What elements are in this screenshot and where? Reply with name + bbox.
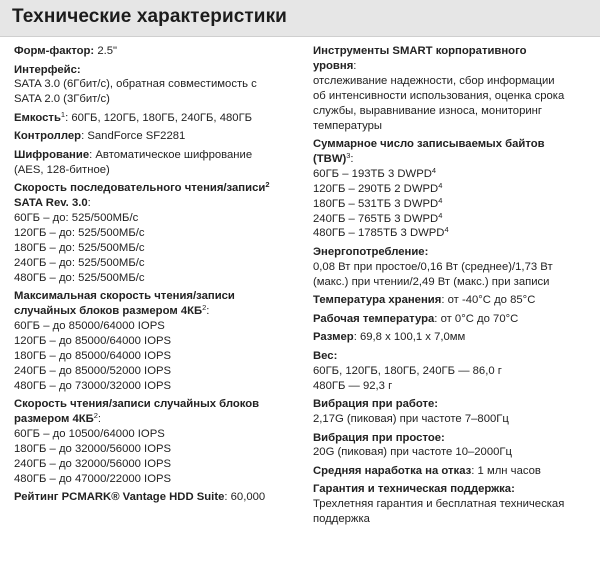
spec-controller <box>14 129 300 144</box>
spec-label: Гарантия и техническая поддержка: <box>313 483 515 496</box>
spec-value: : от -40°C до 85°C <box>441 294 536 307</box>
spec-capacity <box>14 111 300 126</box>
spec-label-suffix: : <box>350 152 354 165</box>
spec-value: : от 0°C до 70°C <box>434 312 519 325</box>
spec-sequential-speed <box>14 181 300 285</box>
spec-random-speed <box>14 397 300 486</box>
spec-label: размером 4КБ <box>14 413 94 425</box>
spec-value: 0,08 Вт при простое/0,16 Вт (среднее)/1,73 Вт <box>313 260 553 273</box>
spec-power <box>313 245 595 290</box>
list-item: 180ГБ – до 32000/56000 IOPS <box>14 442 172 455</box>
spec-value: поддержка <box>313 513 370 526</box>
footnote-marker: 4 <box>438 210 443 220</box>
spec-label: уровня <box>313 59 354 72</box>
list-item: 60ГБ – до: 525/500МБ/с <box>14 212 139 225</box>
list-item: 480ГБ – до 47000/22000 IOPS <box>14 472 172 485</box>
spec-label: Вибрация при работе: <box>313 398 439 411</box>
footnote-marker: 2 <box>265 180 270 190</box>
footnote-marker: 4 <box>444 225 449 235</box>
list-item: 240ГБ – до 85000/52000 IOPS <box>14 364 172 377</box>
spec-value: 20G (пиковая) при частоте 10–2000Гц <box>313 446 512 459</box>
tbw-row: 480ГБ – 1785ТБ 3 DWPD <box>313 227 445 240</box>
tbw-row: 180ГБ – 531ТБ 3 DWPD <box>313 197 439 210</box>
spec-label: Скорость чтения/записи случайных блоков <box>14 398 260 411</box>
tbw-row: 60ГБ – 193ТБ 3 DWPD <box>313 167 432 180</box>
tbw-row: 240ГБ – 765ТБ 3 DWPD <box>313 212 439 225</box>
spec-value: (макс.) при чтении/2,49 Вт (макс.) при записи <box>313 275 550 288</box>
spec-label: Рабочая температура <box>313 312 435 325</box>
list-item: 120ГБ – до: 525/500МБ/с <box>14 226 145 239</box>
spec-mtbf <box>313 464 595 479</box>
spec-warranty <box>313 482 595 527</box>
spec-encryption <box>14 148 300 178</box>
spec-value: (AES, 128-битное) <box>14 163 110 176</box>
list-item: 180ГБ – до: 525/500МБ/с <box>14 241 145 254</box>
spec-vibration-operating <box>313 397 595 427</box>
spec-label: Скорость последовательного чтения/записи <box>14 182 266 195</box>
spec-label: Температура хранения <box>313 294 442 307</box>
spec-label-suffix: : <box>87 197 91 210</box>
footnote-marker: 3 <box>346 150 351 160</box>
list-item: 480ГБ – до 73000/32000 IOPS <box>14 379 172 392</box>
spec-value: : SandForce SF2281 <box>81 130 186 143</box>
spec-label: Форм-фактор: <box>14 45 95 57</box>
list-item <box>313 212 595 227</box>
spec-value: 60ГБ, 120ГБ, 180ГБ, 240ГБ — 86,0 г <box>313 364 502 377</box>
page-title: Технические характеристики <box>12 6 287 27</box>
spec-size <box>313 330 595 345</box>
spec-label: Максимальная скорость чтения/записи <box>14 290 235 303</box>
spec-form-factor <box>14 44 300 59</box>
spec-tbw <box>313 137 595 241</box>
spec-value: отслеживание надежности, сбор информации <box>313 74 555 87</box>
list-item <box>313 226 595 241</box>
spec-value: Трехлетняя гарантия и бесплатная техническая <box>313 498 565 511</box>
spec-value: : 69,8 x 100,1 x 7,0мм <box>353 331 466 344</box>
spec-smart <box>313 44 595 133</box>
spec-label: Размер <box>313 331 354 344</box>
footnote-marker: 1 <box>60 109 66 119</box>
spec-storage-temp <box>313 293 595 308</box>
spec-label-suffix: : <box>206 305 210 318</box>
spec-interface <box>14 63 300 108</box>
list-item: 60ГБ – до 85000/64000 IOPS <box>14 319 165 332</box>
list-item: 240ГБ – до: 525/500МБ/с <box>14 256 145 269</box>
footnote-marker: 4 <box>438 195 443 205</box>
list-item: 480ГБ – до: 525/500МБ/с <box>14 271 145 284</box>
footnote-marker: 4 <box>438 180 443 190</box>
spec-value: службы, выравнивание износа, мониторинг <box>313 104 543 117</box>
spec-pcmark <box>14 490 300 505</box>
footnote-marker: 2 <box>93 411 98 420</box>
spec-label: Суммарное число записываемых байтов <box>313 138 545 151</box>
footnote-marker: 2 <box>202 303 207 313</box>
spec-label: Шифрование <box>14 148 90 161</box>
spec-value: : 60,000 <box>224 491 266 504</box>
tbw-row: 120ГБ – 290ТБ 2 DWPD <box>313 182 439 195</box>
spec-label: Энергопотребление: <box>313 245 429 258</box>
footnote-marker: 4 <box>431 165 437 175</box>
spec-value: SATA 2.0 (3Гбит/с) <box>14 93 110 106</box>
spec-label: Средняя наработка на отказ <box>313 464 472 477</box>
list-item: 240ГБ – до 32000/56000 IOPS <box>14 457 172 470</box>
spec-value: 2,17G (пиковая) при частоте 7–800Гц <box>313 413 509 425</box>
spec-value: : 60ГБ, 120ГБ, 180ГБ, 240ГБ, 480ГБ <box>65 111 253 124</box>
page-header <box>0 0 600 37</box>
list-item: 60ГБ – до 10500/64000 IOPS <box>14 427 165 440</box>
spec-label: Вибрация при простое: <box>313 431 445 444</box>
spec-label: Контроллер <box>14 130 82 143</box>
list-item <box>313 182 595 197</box>
list-item: 180ГБ – до 85000/64000 IOPS <box>14 349 172 362</box>
spec-weight <box>313 349 595 394</box>
spec-label: случайных блоков размером 4КБ <box>14 305 203 318</box>
list-item <box>313 167 595 182</box>
spec-max-random-speed <box>14 289 300 393</box>
list-item <box>313 197 595 212</box>
spec-label: Емкость <box>14 111 61 124</box>
spec-value: : 1 млн часов <box>471 464 541 477</box>
spec-operating-temp <box>313 312 595 327</box>
spec-value: 480ГБ — 92,3 г <box>313 379 393 392</box>
spec-label: Рейтинг PCMARK® Vantage HDD Suite <box>14 491 225 504</box>
spec-label: Инструменты SMART корпоративного <box>313 45 527 57</box>
spec-label: SATA Rev. 3.0 <box>14 197 88 210</box>
spec-value: температуры <box>313 119 383 132</box>
spec-label: Интерфейс: <box>14 63 81 76</box>
right-column <box>313 44 595 531</box>
spec-label-suffix: : <box>353 59 357 72</box>
spec-value: : Автоматическое шифрование <box>89 148 253 161</box>
spec-label: (TBW) <box>313 152 347 165</box>
list-item: 120ГБ – до 85000/64000 IOPS <box>14 334 172 347</box>
left-column <box>14 44 300 509</box>
spec-label: Вес: <box>313 349 338 362</box>
spec-vibration-idle <box>313 431 595 461</box>
spec-label-suffix: : <box>97 413 102 425</box>
spec-value: об интенсивности использования, оценка срока <box>313 89 565 102</box>
spec-value: 2.5" <box>97 45 118 57</box>
spec-value: SATA 3.0 (6Гбит/с), обратная совместимость с <box>14 78 257 91</box>
